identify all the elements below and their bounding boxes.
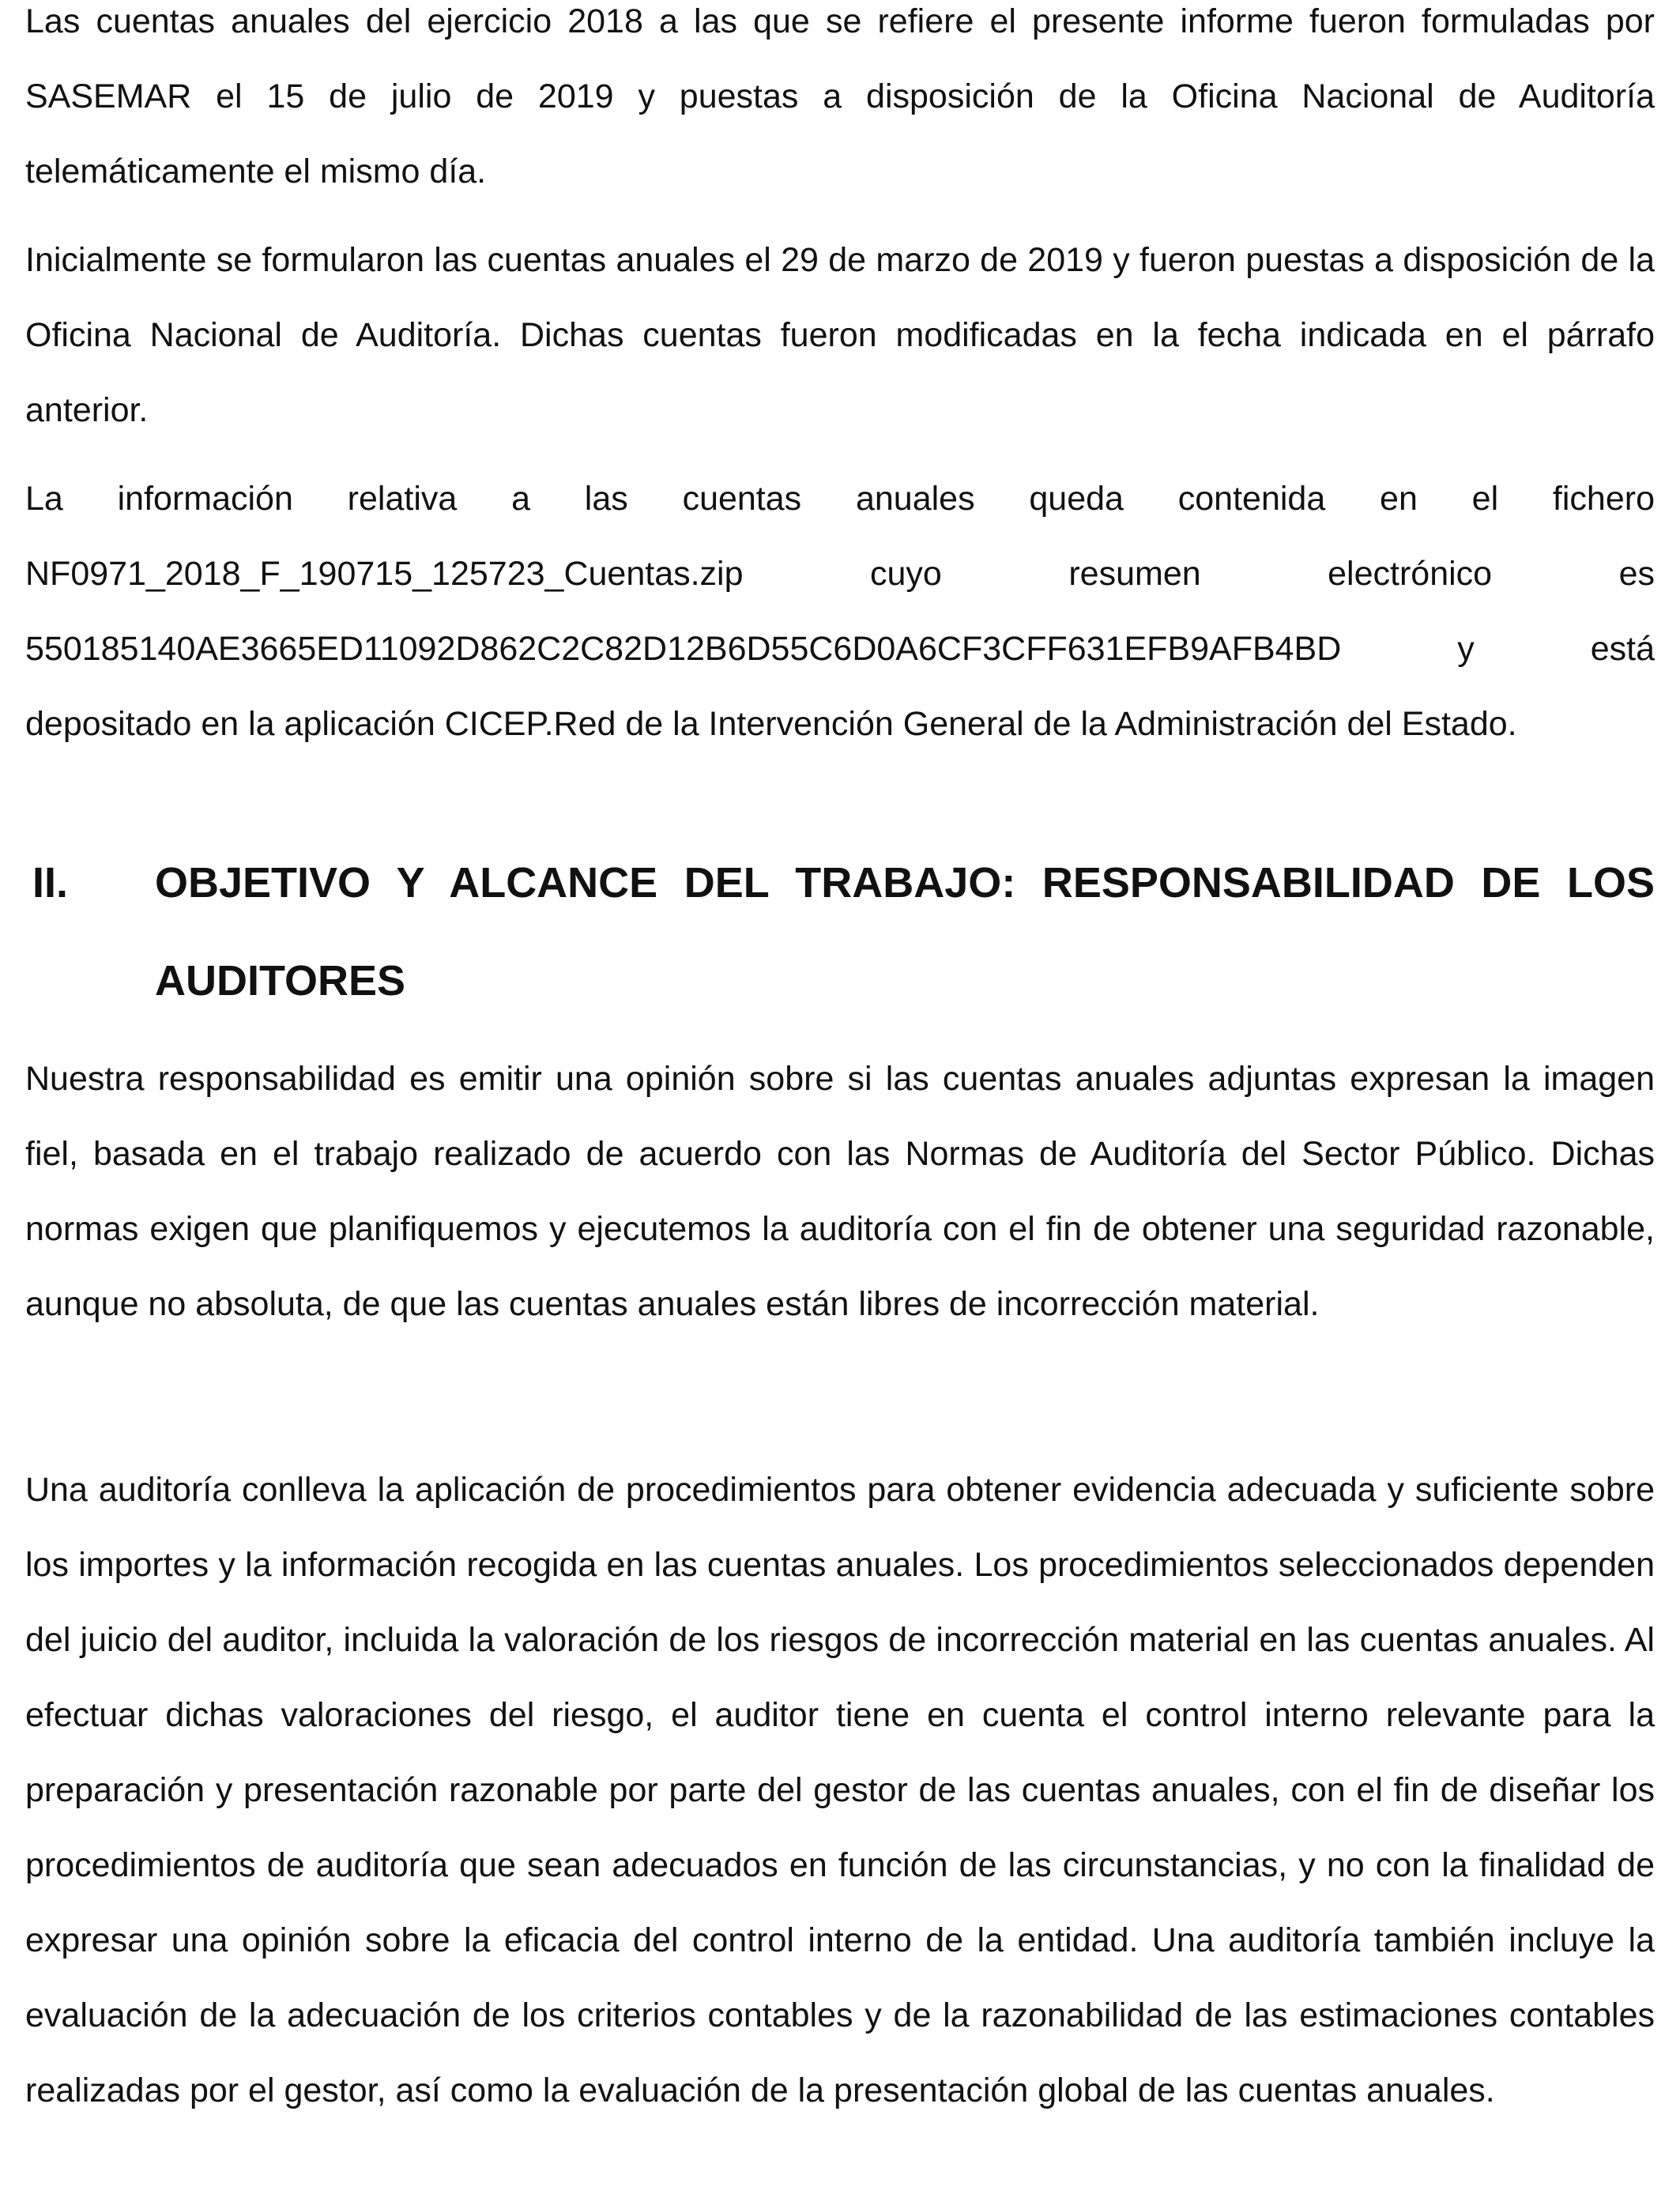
section-number: II. [32,859,69,907]
paragraph-responsibility: Nuestra responsabilidad es emitir una opinión sobre si las cuentas anuales adjuntas expresan la imagen fiel, basada en el trabajo realizado de acuerdo con las Normas de Auditoría del Sector Público. Dichas normas exigen que planifiquemos y ejecutemos la auditoría con el fin de obtener una seguridad razonable, aunque no absoluta, de que las cuentas anuales están libres de incorrección material. [25,1060,1655,1323]
file-info-line-3: 550185140AE3665ED11092D862C2C82D12B6D55C6D0A6CF3CFF631EFB9AFB4BD y está [25,630,1655,668]
paragraph-file-info [25,462,1655,762]
file-info-line-4: depositado en la aplicación CICEP.Red de la Intervención General de la Administración del Estado. [25,705,1517,743]
paragraph-initial-formulation: Inicialmente se formularon las cuentas anuales el 29 de marzo de 2019 y fueron puestas a disposición de la Oficina Nacional de Auditoría. Dichas cuentas fueron modificadas en la fecha indicada en el párrafo anterior. [25,241,1655,429]
file-info-line-2: NF0971_2018_F_190715_125723_Cuentas.zip cuyo resumen electrónico es [25,555,1655,593]
section-title: OBJETIVO Y ALCANCE DEL TRABAJO: RESPONSABILIDAD DE LOS AUDITORES [155,859,1655,1005]
paragraph-formulation: Las cuentas anuales del ejercicio 2018 a las que se refiere el presente informe fueron formuladas por SASEMAR el 15 de julio de 2019 y puestas a disposición de la Oficina Nacional de Auditoría telemáticamente el mismo día. [25,2,1655,190]
paragraph-audit-procedures: Una auditoría conlleva la aplicación de procedimientos para obtener evidencia adecuada y suficiente sobre los importes y la información recogida en las cuentas anuales. Los procedimientos seleccionados dependen del juicio del auditor, incluida la valoración de los riesgos de incorrección material en las cuentas anuales. Al efectuar dichas valoraciones del riesgo, el auditor tiene en cuenta el control interno relevante para la preparación y presentación razonable por parte del gestor de las cuentas anuales, con el fin de diseñar los procedimientos de auditoría que sean adecuados en función de las circunstancias, y no con la finalidad de expresar una opinión sobre la eficacia del control interno de la entidad. Una auditoría también incluye la evaluación de la adecuación de los criterios contables y de la razonabilidad de las estimaciones contables realizadas por el gestor, así como la evaluación de la presentación global de las cuentas anuales. [25,1471,1655,2109]
file-info-line-1: La información relativa a las cuentas anuales queda contenida en el fichero [25,480,1655,518]
